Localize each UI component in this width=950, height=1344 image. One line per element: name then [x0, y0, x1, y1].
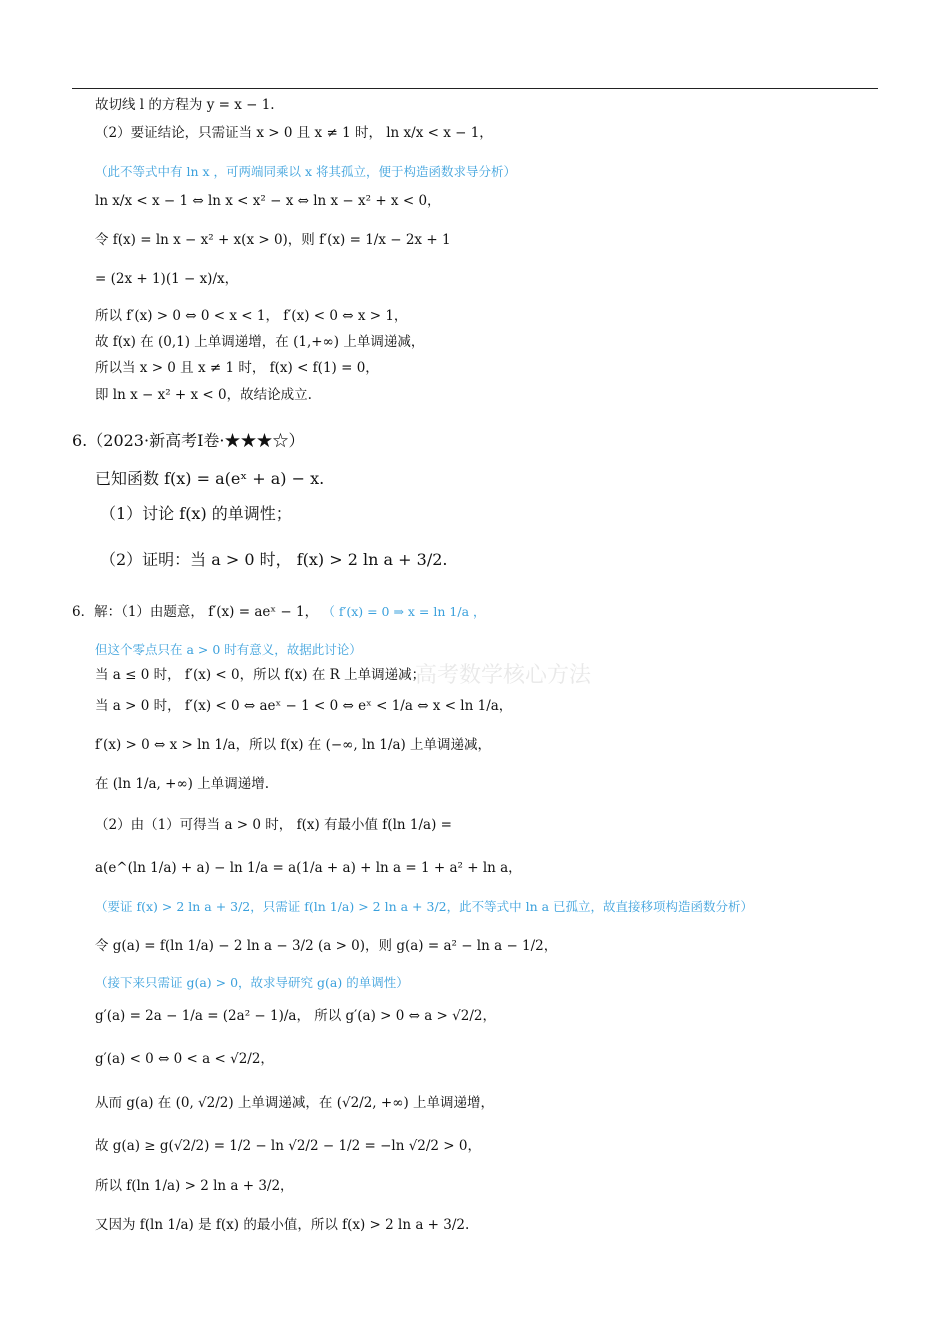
text-line: 所以当 x > 0 且 x ≠ 1 时， f(x) < f(1) = 0，	[95, 360, 379, 376]
watermark: 高考数学核心方法	[415, 663, 592, 688]
solution-line: g′(a) < 0 ⇔ 0 < a < √2/2，	[95, 1051, 274, 1067]
solution-line: 故 g(a) ≥ g(√2/2) = 1/2 − ln √2/2 − 1/2 = −ln √2/2 > 0，	[95, 1138, 482, 1154]
header-rule	[72, 88, 878, 89]
text-line: 所以 f′(x) > 0 ⇔ 0 < x < 1， f′(x) < 0 ⇔ x > 1，	[95, 308, 408, 324]
annotation-note: （接下来只需证 g(a) > 0，故求导研究 g(a) 的单调性）	[95, 975, 409, 990]
text-line: ln x/x < x − 1 ⇔ ln x < x² − x ⇔ ln x − x² + x < 0，	[95, 193, 441, 209]
text-line: 即 ln x − x² + x < 0，故结论成立.	[95, 387, 312, 403]
solution-line: g′(a) = 2a − 1/a = (2a² − 1)/a， 所以 g′(a) > 0 ⇔ a > √2/2，	[95, 1008, 496, 1024]
solution-line	[72, 603, 486, 621]
text-line: 故 f(x) 在 (0,1) 上单调递增，在 (1,+∞) 上单调递减，	[95, 334, 425, 350]
solution-line: 所以 f(ln 1/a) > 2 ln a + 3/2，	[95, 1178, 294, 1194]
solution-line: 从而 g(a) 在 (0, √2/2) 上单调递减，在 (√2/2, +∞) 上单调递增，	[95, 1095, 495, 1111]
problem-part-1: （1）讨论 f(x) 的单调性；	[100, 504, 292, 523]
solution-text: 6．解：（1）由题意， f′(x) = aeˣ − 1，	[72, 604, 319, 620]
solution-line: f′(x) > 0 ⇔ x > ln 1/a，所以 f(x) 在 (−∞, ln 1/a) 上单调递减，	[95, 737, 492, 753]
text-line: = (2x + 1)(1 − x)/x，	[95, 271, 239, 287]
annotation-note: （要证 f(x) > 2 ln a + 3/2，只需证 f(ln 1/a) > 2 ln a + 3/2，此不等式中 ln a 已孤立，故直接移项构造函数分析）	[95, 899, 754, 914]
annotation-note: （此不等式中有 ln x ，可两端同乘以 x 将其孤立，便于构造函数求导分析）	[95, 164, 517, 179]
annotation-note: （ f′(x) = 0 ⇒ x = ln 1/a ，	[322, 604, 486, 619]
solution-line: 令 g(a) = f(ln 1/a) − 2 ln a − 3/2 (a > 0)，则 g(a) = a² − ln a − 1/2，	[95, 938, 558, 954]
solution-line: （2）由（1）可得当 a > 0 时， f(x) 有最小值 f(ln 1/a) =	[95, 817, 452, 833]
solution-line: a(e^(ln 1/a) + a) − ln 1/a = a(1/a + a) + ln a = 1 + a² + ln a，	[95, 860, 522, 876]
problem-stem: 已知函数 f(x) = a(eˣ + a) − x.	[95, 469, 325, 488]
problem-part-2: （2）证明：当 a > 0 时， f(x) > 2 ln a + 3/2.	[100, 550, 448, 569]
text-line: 故切线 l 的方程为 y = x − 1.	[95, 97, 275, 113]
text-line: 令 f(x) = ln x − x² + x(x > 0)，则 f′(x) = 1/x − 2x + 1	[95, 232, 451, 248]
solution-line: 在 (ln 1/a, +∞) 上单调递增.	[95, 776, 270, 792]
solution-line: 又因为 f(ln 1/a) 是 f(x) 的最小值，所以 f(x) > 2 ln a + 3/2.	[95, 1217, 470, 1233]
solution-line: 当 a ≤ 0 时， f′(x) < 0，所以 f(x) 在 R 上单调递减；	[95, 667, 426, 683]
text-line: （2）要证结论，只需证当 x > 0 且 x ≠ 1 时， ln x/x < x − 1，	[95, 125, 493, 141]
solution-line: 当 a > 0 时， f′(x) < 0 ⇔ aeˣ − 1 < 0 ⇔ eˣ < 1/a ⇔ x < ln 1/a，	[95, 698, 513, 714]
problem-title: 6.（2023·新高考Ⅰ卷·★★★☆）	[72, 431, 305, 450]
annotation-note: 但这个零点只在 a > 0 时有意义，故据此讨论）	[95, 642, 362, 657]
